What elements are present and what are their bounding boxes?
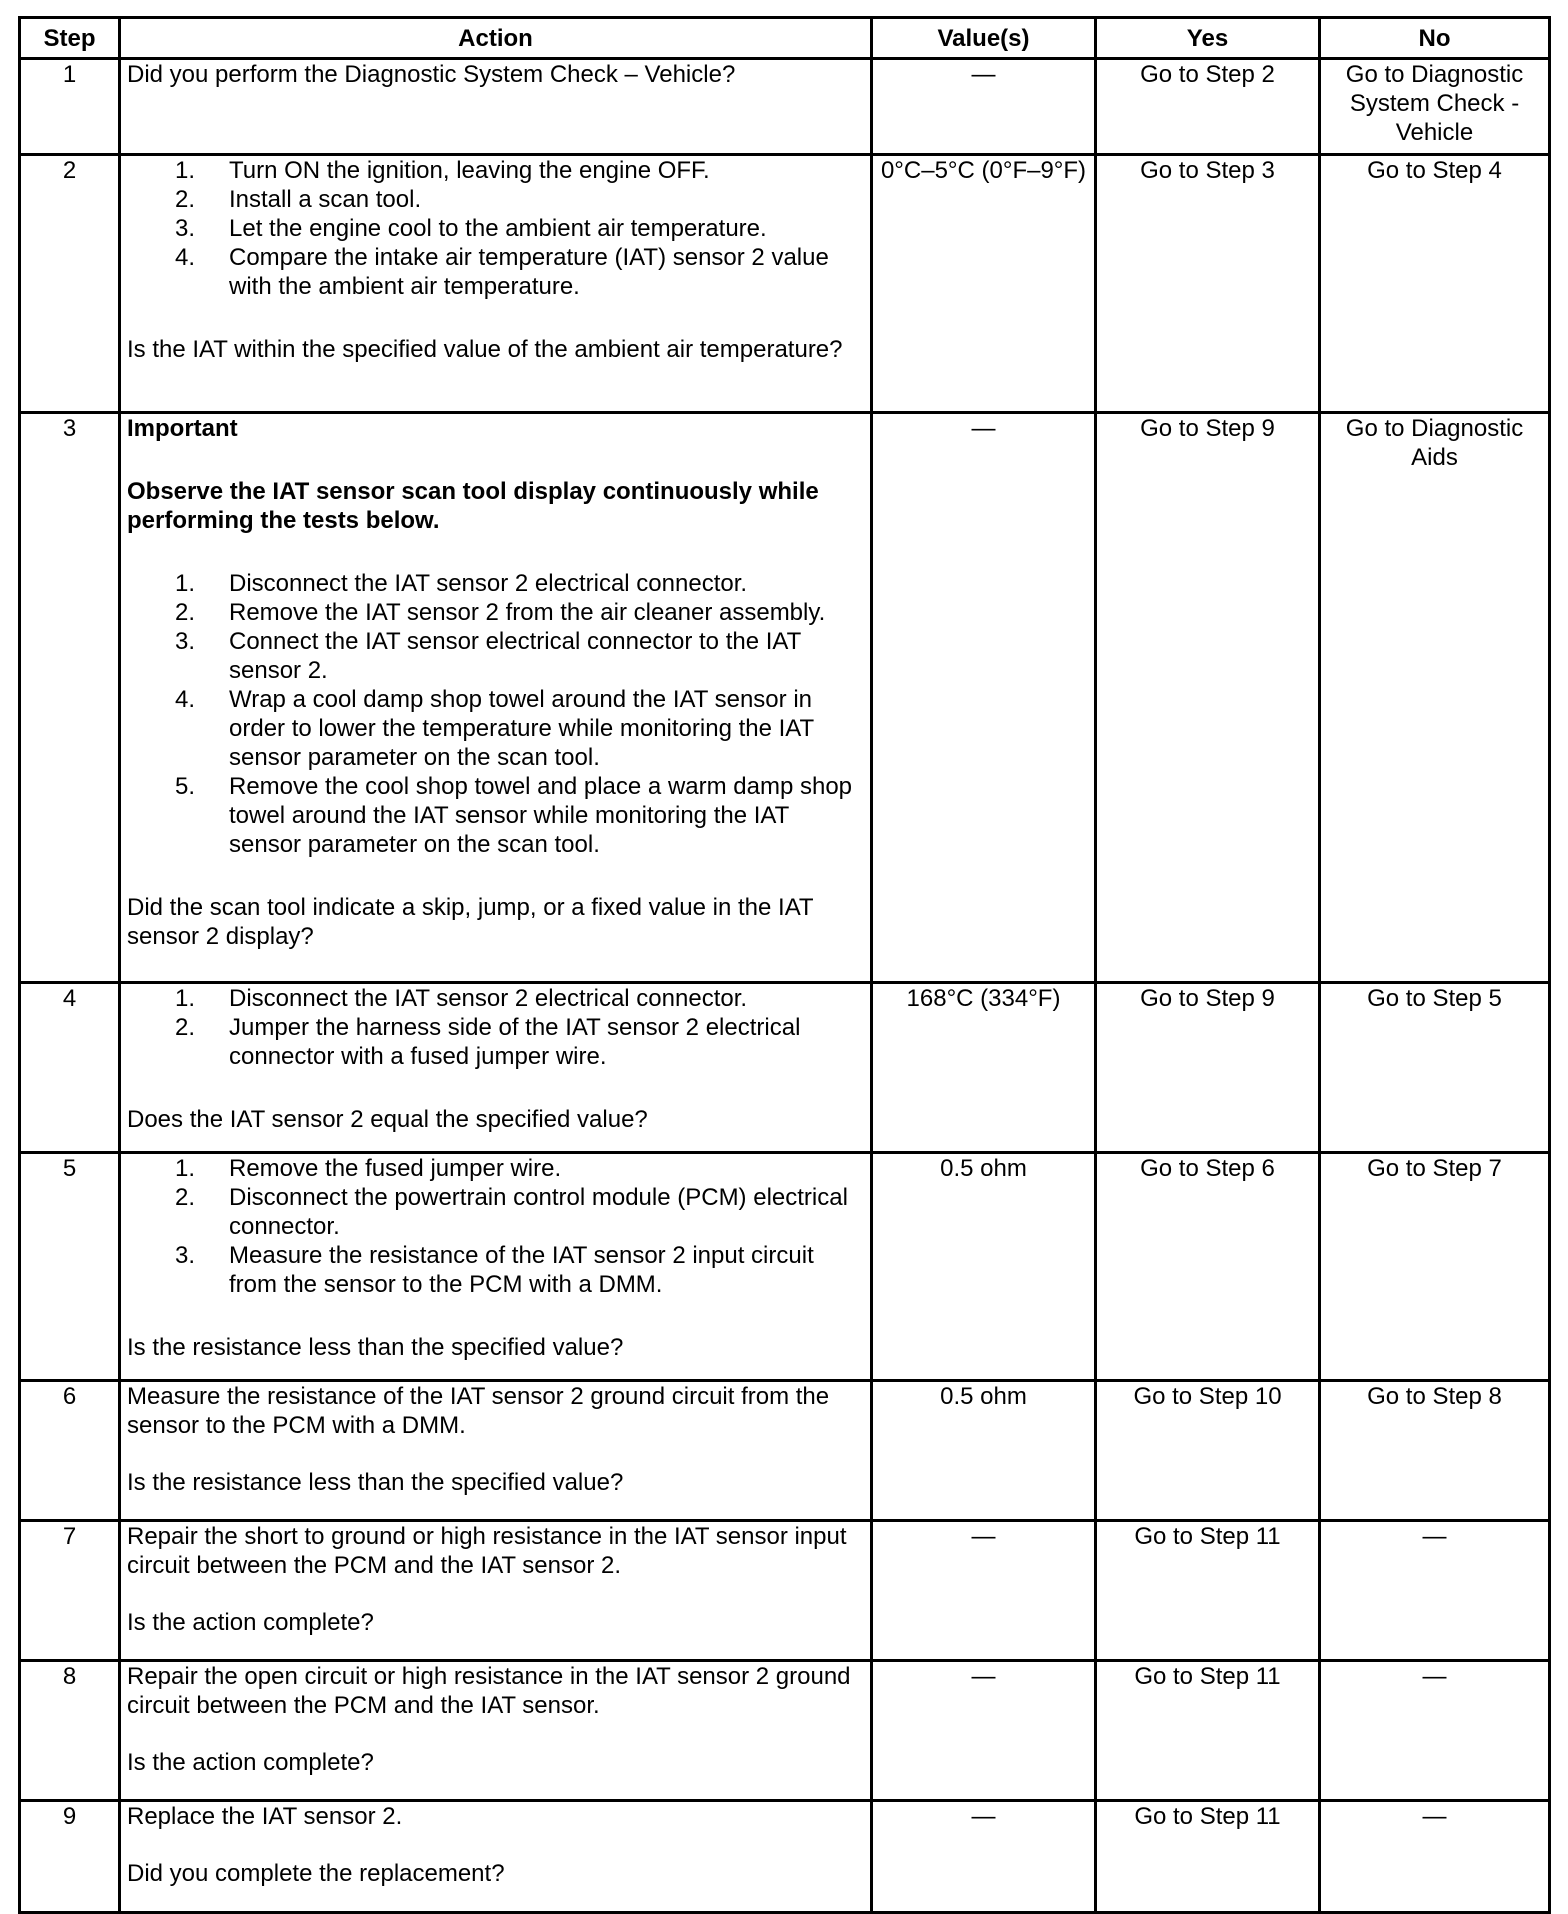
action-cell [120,983,872,1153]
value-cell: — [872,1521,1096,1661]
list-item: 2. Install a scan tool. [175,186,422,213]
yes-cell: Go to Step 11 [1096,1661,1320,1801]
list-item: 1. Disconnect the IAT sensor 2 electrical connector. [175,985,748,1012]
action-question: Did you complete the replacement? [127,1860,505,1887]
action-cell [120,1521,872,1661]
table-row-step-5 [20,1153,1550,1381]
action-question: Did the scan tool indicate a skip, jump, or a fixed value in the IAT sensor 2 display? [127,894,814,950]
action-cell [120,413,872,983]
diagnostic-table [18,16,1551,1914]
step-number: 2 [20,155,120,413]
step-number: 9 [20,1801,120,1913]
header-action: Action [120,18,872,59]
value-cell: — [872,59,1096,155]
table-row-step-7 [20,1521,1550,1661]
yes-cell: Go to Step 9 [1096,413,1320,983]
list-item: 2. Jumper the harness side of the IAT sensor 2 electrical connector with a fused jumper wire. [175,1014,801,1070]
no-cell: Go to Step 5 [1320,983,1550,1153]
step-number: 5 [20,1153,120,1381]
yes-cell: Go to Step 6 [1096,1153,1320,1381]
action-cell [120,1381,872,1521]
table-row-step-4 [20,983,1550,1153]
no-cell: — [1320,1521,1550,1661]
action-instruction: Replace the IAT sensor 2. [127,1803,403,1830]
no-cell: Go to Step 7 [1320,1153,1550,1381]
action-cell [120,59,872,155]
no-cell: Go to Step 4 [1320,155,1550,413]
value-cell: 168°C (334°F) [872,983,1096,1153]
action-cell [120,155,872,413]
table-row-step-8 [20,1661,1550,1801]
step-number: 8 [20,1661,120,1801]
action-instruction: Repair the open circuit or high resistance in the IAT sensor 2 ground circuit between the PCM and the IAT sensor. [127,1663,851,1719]
list-item: 1. Remove the fused jumper wire. [175,1155,562,1182]
action-question: Is the action complete? [127,1609,374,1636]
header-no: No [1320,18,1550,59]
value-cell: — [872,1661,1096,1801]
action-cell [120,1661,872,1801]
action-cell [120,1801,872,1913]
header-step: Step [20,18,120,59]
action-cell [120,1153,872,1381]
table-row-step-3 [20,413,1550,983]
header-values: Value(s) [872,18,1096,59]
action-question: Is the resistance less than the specified value? [127,1334,624,1361]
list-item: 3. Measure the resistance of the IAT sensor 2 input circuit from the sensor to the PCM with a DMM. [175,1242,814,1298]
header-row [20,18,1550,59]
action-question: Is the resistance less than the specified value? [127,1469,624,1496]
no-cell: Go to Diagnostic Aids [1320,413,1550,983]
value-cell: 0.5 ohm [872,1153,1096,1381]
action-steps-list [127,1154,864,1299]
list-item: 4. Compare the intake air temperature (IAT) sensor 2 value with the ambient air temperature. [175,244,829,300]
list-item: 4. Wrap a cool damp shop towel around the IAT sensor in order to lower the temperature while monitoring the IAT sensor parameter on the scan tool. [175,686,814,771]
table-row-step-9 [20,1801,1550,1913]
value-cell: — [872,1801,1096,1913]
step-number: 1 [20,59,120,155]
list-item: 2. Remove the IAT sensor 2 from the air cleaner assembly. [175,599,826,626]
action-steps-list [127,984,864,1071]
table-row-step-2 [20,155,1550,413]
step-number: 4 [20,983,120,1153]
action-question: Does the IAT sensor 2 equal the specified value? [127,1106,648,1133]
important-note: Observe the IAT sensor scan tool display continuously while performing the tests below. [127,478,819,534]
yes-cell: Go to Step 2 [1096,59,1320,155]
step-number: 7 [20,1521,120,1661]
important-heading: Important [127,415,238,442]
action-question: Did you perform the Diagnostic System Check – Vehicle? [127,61,736,88]
no-cell: — [1320,1661,1550,1801]
step-number: 3 [20,413,120,983]
header-yes: Yes [1096,18,1320,59]
list-item: 3. Connect the IAT sensor electrical connector to the IAT sensor 2. [175,628,801,684]
yes-cell: Go to Step 11 [1096,1801,1320,1913]
step-number: 6 [20,1381,120,1521]
action-question: Is the action complete? [127,1749,374,1776]
table-row-step-1 [20,59,1550,155]
no-cell: — [1320,1801,1550,1913]
no-cell: Go to Diagnostic System Check - Vehicle [1320,59,1550,155]
yes-cell: Go to Step 10 [1096,1381,1320,1521]
list-item: 3. Let the engine cool to the ambient air temperature. [175,215,767,242]
no-cell: Go to Step 8 [1320,1381,1550,1521]
list-item: 1. Turn ON the ignition, leaving the engine OFF. [175,157,710,184]
action-question: Is the IAT within the specified value of the ambient air temperature? [127,336,843,363]
yes-cell: Go to Step 3 [1096,155,1320,413]
action-instruction: Measure the resistance of the IAT sensor 2 ground circuit from the sensor to the PCM with a DMM. [127,1383,830,1439]
yes-cell: Go to Step 11 [1096,1521,1320,1661]
action-steps-list [127,156,864,301]
list-item: 1. Disconnect the IAT sensor 2 electrical connector. [175,570,748,597]
value-cell: 0°C–5°C (0°F–9°F) [872,155,1096,413]
value-cell: 0.5 ohm [872,1381,1096,1521]
list-item: 5. Remove the cool shop towel and place a warm damp shop towel around the IAT sensor while monitoring the IAT sensor parameter on the scan tool. [175,773,853,858]
table-row-step-6 [20,1381,1550,1521]
list-item: 2. Disconnect the powertrain control module (PCM) electrical connector. [175,1184,848,1240]
yes-cell: Go to Step 9 [1096,983,1320,1153]
action-instruction: Repair the short to ground or high resistance in the IAT sensor input circuit between the PCM and the IAT sensor 2. [127,1523,847,1579]
action-steps-list [127,569,864,859]
value-cell: — [872,413,1096,983]
